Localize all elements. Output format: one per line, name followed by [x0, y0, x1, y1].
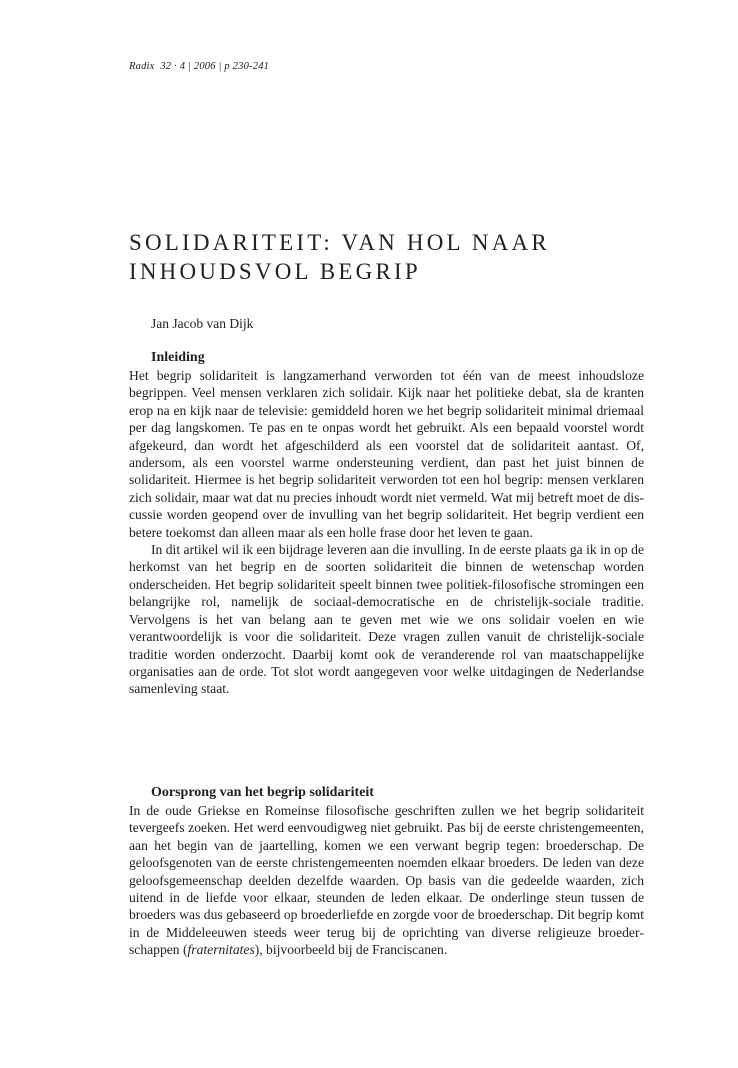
article-title	[129, 228, 649, 286]
paragraph: Het begrip solidariteit is langzamerhand verworden tot één van de meest inhoudsloze begrippen. Veel mensen verklaren zich solidair. Kijk naar het politieke debat, sla de kranten erop na en kijk naar de televisie: gemiddeld horen we het begrip solidariteit minimal driemaal per dag langskomen. Te pas en te onpas wordt het gebruikt. Als een bepaald voorstel wordt afgekeurd, dan wordt het afgeschilderd als een voorstel dat de solidariteit aantast. Of, andersom, als een voorstel warme ondersteuning verdient, dan past het juist binnen de solidariteit. Hiermee is het begrip solidariteit verworden tot een hol begrip: mensen verklaren zich solidair, maar wat dat nu precies inhoudt wordt niet vermeld. Wat mij betreft moet de discussie worden geopend over de invulling van het begrip solidariteit. Het begrip verdient een betere toekomst dan alleen maar als een holle frase door het leven te gaan.	[129, 368, 644, 540]
author-name: Jan Jacob van Dijk	[151, 316, 254, 331]
title-line-2: INHOUDSVOL BEGRIP	[129, 259, 421, 284]
section-inleiding	[129, 349, 644, 698]
paragraph-text: ), bijvoorbeeld bij de Franciscanen.	[254, 942, 448, 958]
italic-term: fraternitates	[187, 942, 255, 958]
section-heading: Inleiding	[151, 350, 205, 365]
running-head	[129, 61, 269, 72]
section-heading: Oorsprong van het begrip solidariteit	[151, 785, 374, 800]
journal-name: Radix	[129, 61, 155, 72]
issue-meta: 32 · 4 | 2006 | p 230-241	[160, 61, 270, 72]
paragraph-text: In de oude Griekse en Romeinse filosofische geschriften zullen we het begrip solidariteit tevergeefs zoeken. Het werd eenvoudigweg niet gebruikt. Pas bij de eerste christengemeenten, aan het begin van de jaartelling, komen we een verwant begrip tegen: broederschap. De geloofsgenoten van de eerste christengemeenten noemden elkaar broeders. De leden van deze geloofsgemeenschap deelden dezelfde waarden. Op basis van die gedeelde waarden, zich uitend in de liefde voor elkaar, steunden de leden elkaar. De onderlinge steun tussen de broeders was dus gebaseerd op broederliefde en zorgde voor de broederschap. Dit begrip komt in de Middeleeuwen steeds weer terug bij de oprichting van diverse religieuze broederschappen (	[129, 803, 644, 958]
title-line-1: SOLIDARITEIT: VAN HOL NAAR	[129, 230, 550, 255]
paragraph: In dit artikel wil ik een bijdrage leveren aan die invulling. In de eerste plaats ga ik in op de herkomst van het begrip en de soorten solidariteit die binnen de wetenschap worden onderscheiden. Het begrip solidariteit speelt binnen twee politiek-filosofische stromingen een belangrijke rol, namelijk de sociaal-democratische en de christelijk-sociale traditie. Vervolgens is het van belang aan te geven met wie we ons solidair voelen en wie verantwoordelijk is voor die solidariteit. Deze vragen zullen vanuit de christelijk-sociale traditie worden onderzocht. Daarbij komt ook de veranderende rol van maatschappelijke organisaties aan de orde. Tot slot wordt aangegeven voor welke uitdagingen de Nederlandse samenleving staat.	[129, 542, 644, 697]
section-oorsprong	[129, 784, 644, 959]
paragraph	[129, 802, 644, 959]
